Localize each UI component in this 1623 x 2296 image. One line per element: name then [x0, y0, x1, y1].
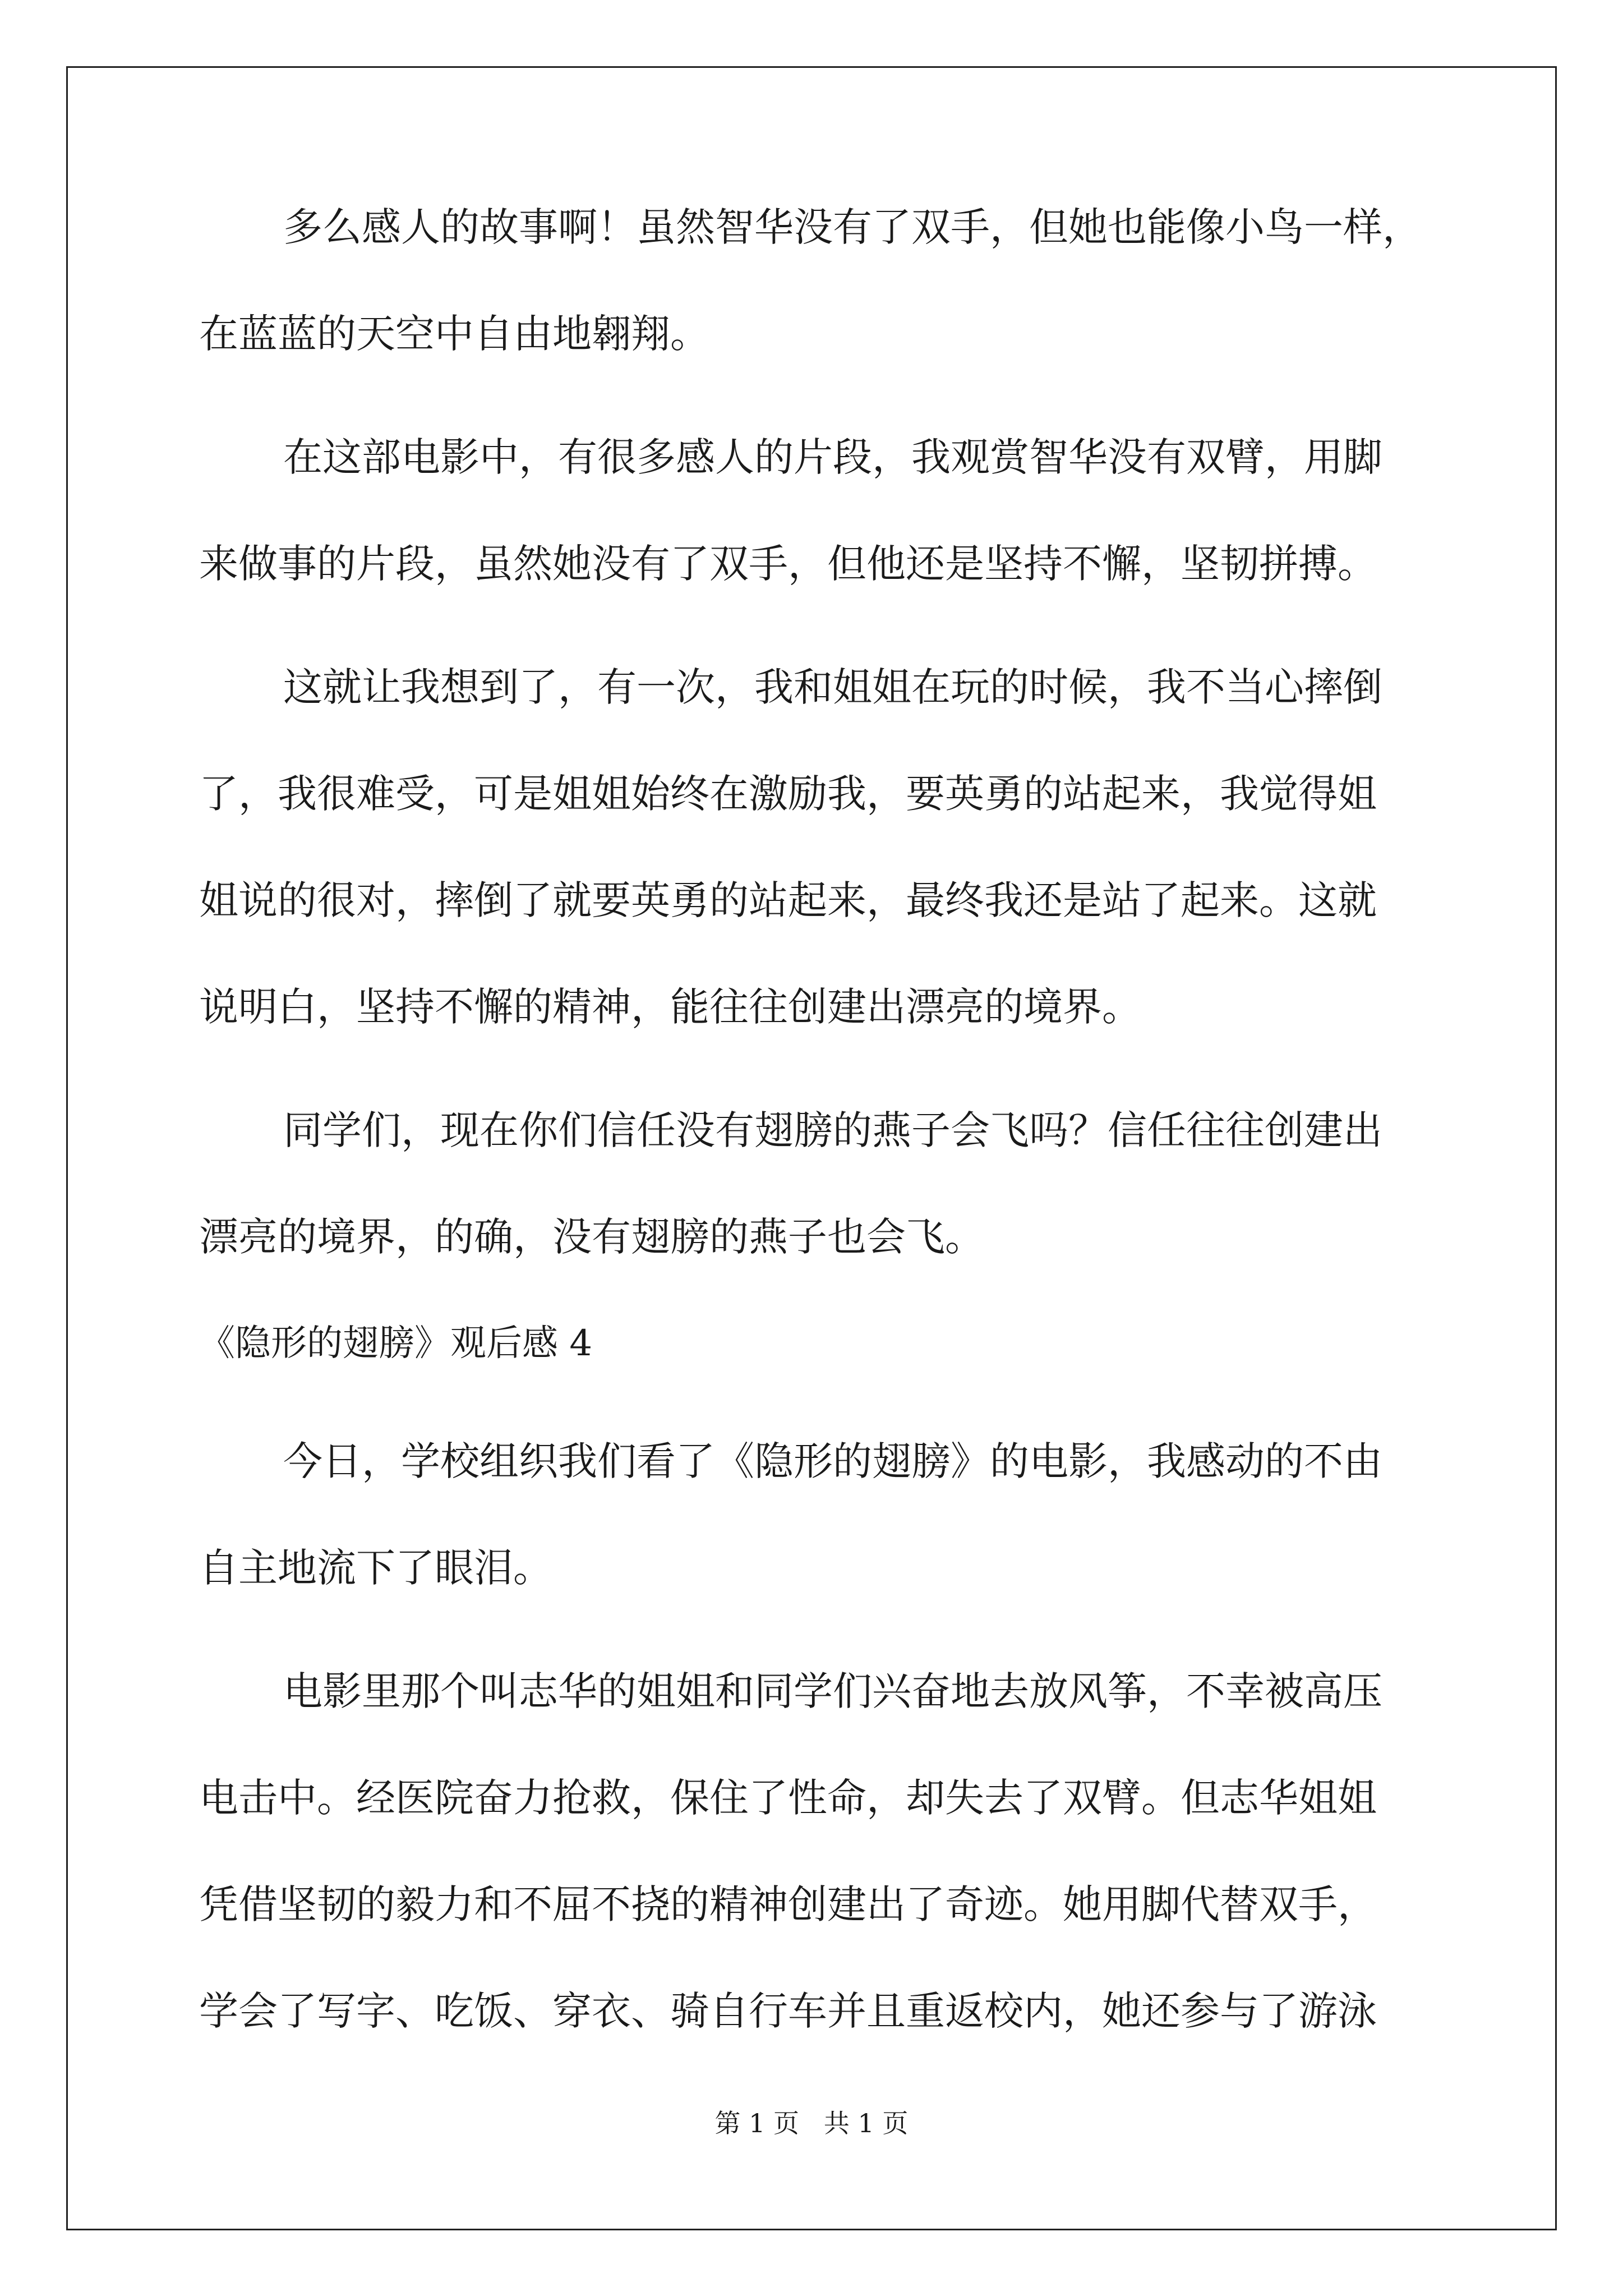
paragraph-line: 学会了写字、吃饭、穿衣、骑自行车并且重返校内，她还参与了游泳 [199, 1988, 1377, 2034]
paragraph-line: 电击中。经医院奋力抢救，保住了性命，却失去了双臂。但志华姐姐 [199, 1775, 1377, 1821]
paragraph-line: 多么感人的故事啊！虽然智华没有了双手，但她也能像小鸟一样， [283, 204, 1422, 250]
paragraph-line: 凭借坚韧的毅力和不屈不挠的精神创建出了奇迹。她用脚代替双手， [199, 1881, 1377, 1927]
paragraph-line: 漂亮的境界，的确，没有翅膀的燕子也会飞。 [199, 1214, 984, 1260]
paragraph-line: 这就让我想到了，有一次，我和姐姐在玩的时候，我不当心摔倒 [283, 664, 1382, 710]
paragraph-line: 了，我很难受，可是姐姐始终在激励我，要英勇的站起来，我觉得姐 [199, 771, 1377, 817]
paragraph-line: 今日，学校组织我们看了《隐形的翅膀》的电影，我感动的不由 [283, 1438, 1382, 1484]
paragraph-line: 同学们，现在你们信任没有翅膀的燕子会飞吗？信任往往创建出 [283, 1107, 1382, 1153]
paragraph-line: 说明白，坚持不懈的精神，能往往创建出漂亮的境界。 [199, 984, 1141, 1030]
section-heading: 《隐形的翅膀》观后感 4 [199, 1323, 593, 1364]
paragraph-line: 在这部电影中，有很多感人的片段，我观赏智华没有双臂，用脚 [283, 434, 1382, 480]
paragraph-line: 自主地流下了眼泪。 [199, 1545, 552, 1591]
page-footer: 第 1 页 共 1 页 [714, 2108, 909, 2138]
paragraph-line: 来做事的片段，虽然她没有了双手，但他还是坚持不懈，坚韧拼搏。 [199, 541, 1377, 587]
paragraph-line: 在蓝蓝的天空中自由地翱翔。 [199, 311, 709, 357]
paragraph-line: 电影里那个叫志华的姐姐和同学们兴奋地去放风筝，不幸被高压 [283, 1668, 1382, 1714]
paragraph-line: 姐说的很对，摔倒了就要英勇的站起来，最终我还是站了起来。这就 [199, 877, 1377, 923]
